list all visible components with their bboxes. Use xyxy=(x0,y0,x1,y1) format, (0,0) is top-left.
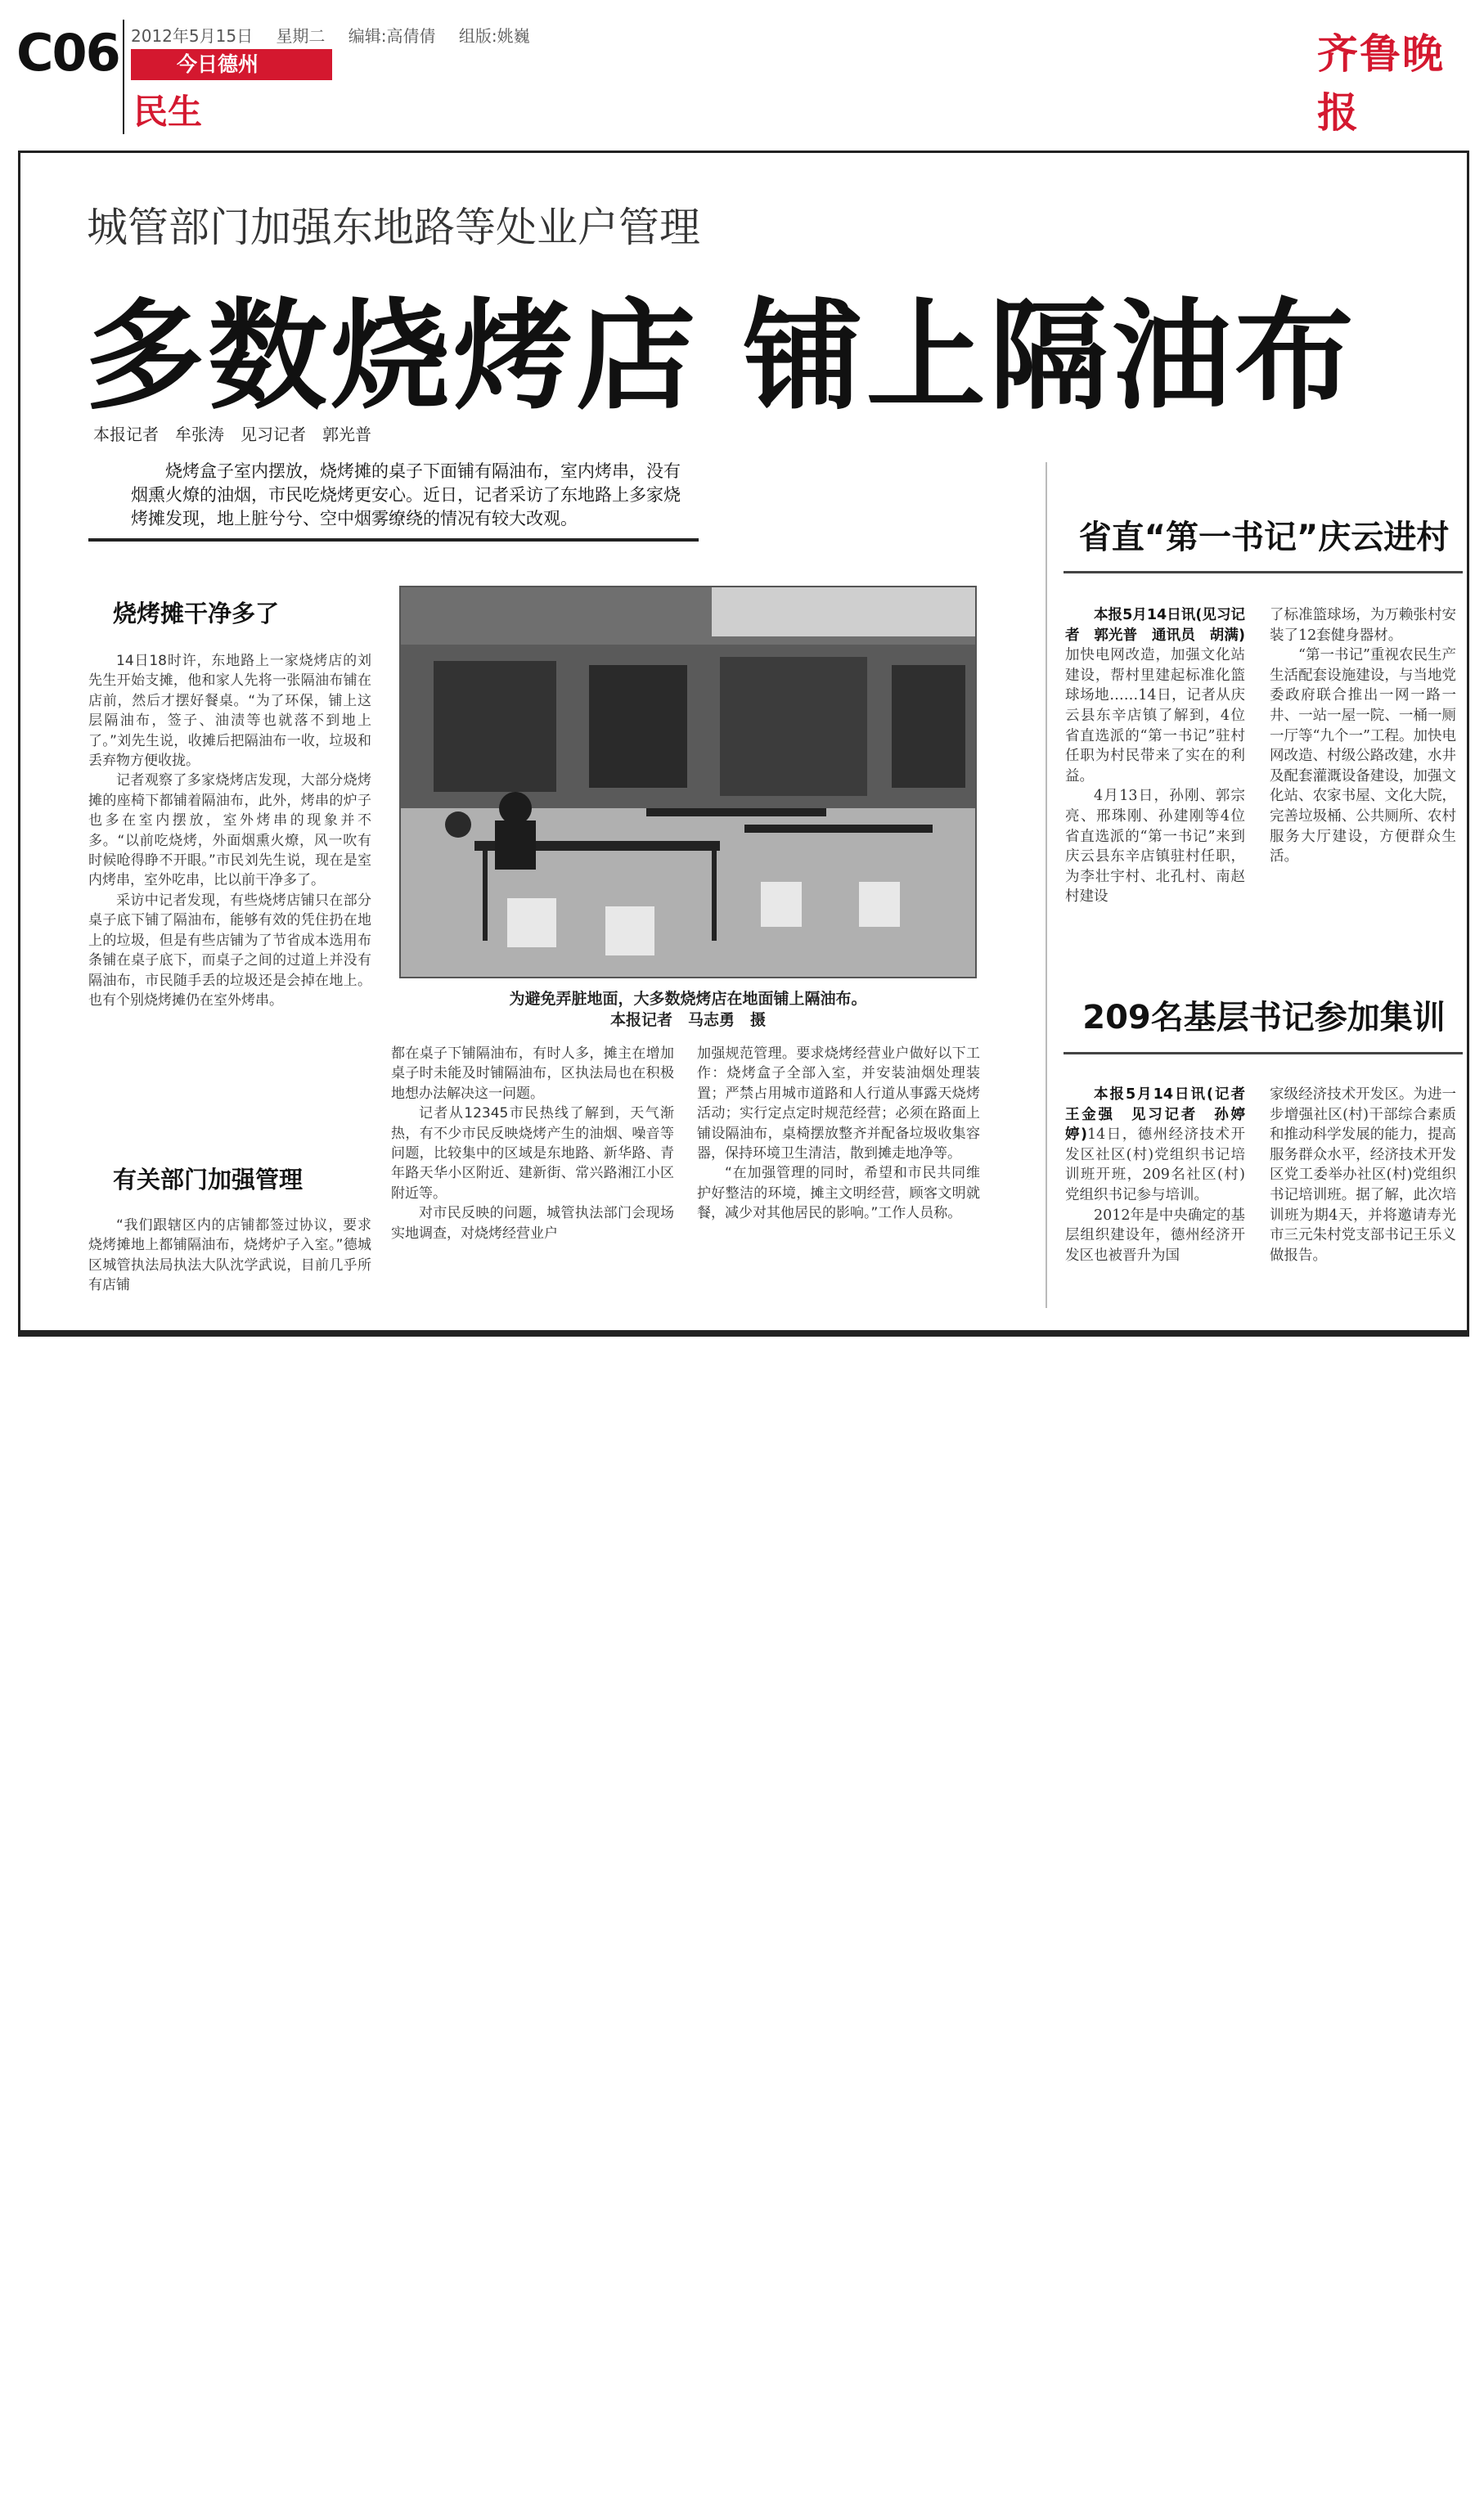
paragraph: 4月13日，孙刚、郭宗亮、邢珠刚、孙建刚等4位省直选派的“第一书记”来到庆云县东辛店镇驻村任职，为李壮宇村、北孔村、南赵村建设 xyxy=(1065,788,1245,906)
sidebar-rule-1 xyxy=(1064,571,1463,573)
paragraph: 记者从12345市民热线了解到，天气渐热，有不少市民反映烧烤产生的油烟、噪音等问题，比较集中的区域是东地路、新华路、青年路天华小区附近、建新街、常兴路湘江小区附近等。 xyxy=(391,1105,674,1202)
paragraph xyxy=(1065,1085,1260,1206)
subhead-cleaner: 烧烤摊干净多了 xyxy=(113,600,280,627)
article-column-2 xyxy=(391,1044,674,1243)
sidebar-story1-column-a xyxy=(1065,605,1245,907)
paragraph: 了标准篮球场，为万赖张村安装了12套健身器材。 xyxy=(1270,607,1456,644)
paragraph: 家级经济技术开发区。为进一步增强社区(村)干部综合素质和推动科学发展的能力，提高服务群众水平，经济技术开发区党工委举办社区(村)党组织书记培训班。据了解，此次培训班为期4天，并将邀请寿光市三元朱村党支部书记王乐义做报告。 xyxy=(1270,1086,1456,1264)
story-dateline: 本报5月14日讯(记者 王金强 见习记者 孙婷婷) xyxy=(1065,1086,1260,1144)
article-lead: 烧烤盒子室内摆放，烧烤摊的桌子下面铺有隔油布，室内烤串，没有烟熏火燎的油烟，市民吃烧烤更安心。近日，记者采访了东地路上多家烧烤摊发现，地上脏兮兮、空中烟雾缭绕的情况有较大改观。 xyxy=(131,461,681,528)
article-column-1 xyxy=(88,651,371,1010)
paragraph: 记者观察了多家烧烤店发现，大部分烧烤摊的座椅下都铺着隔油布，此外，烤串的炉子也多在室内摆放，室外烤串的现象并不多。“以前吃烧烤，外面烟熏火燎，风一吹有时候呛得睁不开眼。”市民刘先生说，现在是室内烤串，室外吃串，比以前干净多了。 xyxy=(88,772,371,889)
paragraph: 对市民反映的问题，城管执法部门会现场实地调查，对烧烤经营业户 xyxy=(391,1205,674,1242)
caption-text: 为避免弄脏地面，大多数烧烤店在地面铺上隔油布。 xyxy=(509,990,867,1008)
sidebar-story1-column-b xyxy=(1270,605,1456,867)
sidebar-headline-2: 209名基层书记参加集训 xyxy=(1082,999,1446,1036)
photo-caption xyxy=(399,988,977,1031)
sidebar-headline-1: 省直“第一书记”庆云进村 xyxy=(1078,519,1450,556)
issue-date: 2012年5月15日 xyxy=(131,26,254,46)
story-dateline: 本报5月14日讯(见习记者 郭光普 通讯员 胡满) xyxy=(1065,607,1245,644)
article-column-1b xyxy=(88,1216,371,1296)
paragraph: 都在桌子下铺隔油布，有时人多，摊主在增加桌子时未能及时铺隔油布，区执法局也在积极地想办法解决这一问题。 xyxy=(391,1045,674,1102)
dateline xyxy=(131,23,548,47)
article-kicker: 城管部门加强东地路等处业户管理 xyxy=(87,204,700,251)
paragraph: “第一书记”重视农民生产生活配套设施建设，与当地党委政府联合推出一网一路一井、一站一屋一院、一桶一厕一厅等“九个一”工程。加快电网改造、村级公路改建，水井及配套灌溉设备建设，加强文化站、农家书屋、文化大院，完善垃圾桶、公共厕所、农村服务大厅建设，方便群众生活。 xyxy=(1270,647,1456,865)
paragraph-text: 14日，德州经济技术开发区社区(村)党组织书记培训班开班，209名社区(村)党组织书记参与培训。 xyxy=(1065,1126,1245,1203)
page-number: C06 xyxy=(16,23,119,83)
sidebar-rule-2 xyxy=(1064,1052,1463,1054)
masthead-divider xyxy=(123,20,124,134)
sidebar-story2-column-a xyxy=(1065,1085,1260,1265)
paragraph: “我们跟辖区内的店铺都签过协议，要求烧烤摊地上都铺隔油布，烧烤炉子入室。”德城区城管执法局执法大队沈学武说，目前几乎所有店铺 xyxy=(88,1217,371,1294)
article-headline: 多数烧烤店 铺上隔油布 xyxy=(85,287,1357,426)
paragraph: “在加强管理的同时，希望和市民共同维护好整洁的环境，摊主文明经营，顾客文明就餐，减少对其他居民的影响。”工作人员称。 xyxy=(697,1165,980,1222)
issue-weekday: 星期二 xyxy=(276,26,326,46)
editor-credit: 编辑:高倩倩 xyxy=(348,26,436,46)
section-tab: 今日德州 xyxy=(131,49,332,80)
paragraph-text: 加快电网改造，加强文化站建设，帮村里建起标准化篮球场地……14日，记者从庆云县东辛店镇了解到，4位省直选派的“第一书记”驻村任职为村民带来了实在的利益。 xyxy=(1065,647,1245,784)
sidebar-story2-column-b xyxy=(1270,1085,1456,1265)
article-byline: 本报记者 牟张涛 见习记者 郭光普 xyxy=(93,425,371,444)
paragraph: 加强规范管理。要求烧烤经营业户做好以下工作：烧烤盒子全部入室，并安装油烟处理装置；严禁占用城市道路和人行道从事露天烧烤活动；实行定点定时规范经营；必须在路面上铺设隔油布，桌椅摆放整齐并配备垃圾收集容器，保持环境卫生清洁，散到摊走地净等。 xyxy=(697,1045,980,1162)
paragraph: 2012年是中央确定的基层组织建设年，德州经济开发区也被晋升为国 xyxy=(1065,1207,1245,1264)
bbq-street-photo xyxy=(401,587,975,977)
news-photo xyxy=(399,586,977,978)
layout-credit: 组版:姚巍 xyxy=(458,26,530,46)
photo-credit: 本报记者 马志勇 摄 xyxy=(609,1011,766,1029)
paragraph xyxy=(1065,605,1245,786)
section-name: 民生 xyxy=(133,92,203,132)
frame-bottom-rule xyxy=(18,1330,1469,1337)
paragraph: 采访中记者发现，有些烧烤店铺只在部分桌子底下铺了隔油布，能够有效的凭住扔在地上的垃圾，但是有些店铺为了节省成本选用布条铺在桌子底下，而桌子之间的过道上并没有隔油布，市民随手丢的垃圾还是会掉在地上。也有个别烧烤摊仍在室外烤串。 xyxy=(88,892,371,1009)
newspaper-logo: 齐鲁晚报 xyxy=(1317,29,1445,137)
sidebar-divider xyxy=(1046,462,1047,1308)
article-column-3 xyxy=(697,1044,980,1224)
subhead-management: 有关部门加强管理 xyxy=(113,1166,304,1194)
lead-rule xyxy=(88,538,699,542)
paragraph: 14日18时许，东地路上一家烧烤店的刘先生开始支摊，他和家人先将一张隔油布铺在店前，然后才摆好餐桌。“为了环保，铺上这层隔油布，签子、油渍等也就落不到地上了。”刘先生说，收摊后把隔油布一收，垃圾和丢弃物方便收拢。 xyxy=(88,653,371,770)
